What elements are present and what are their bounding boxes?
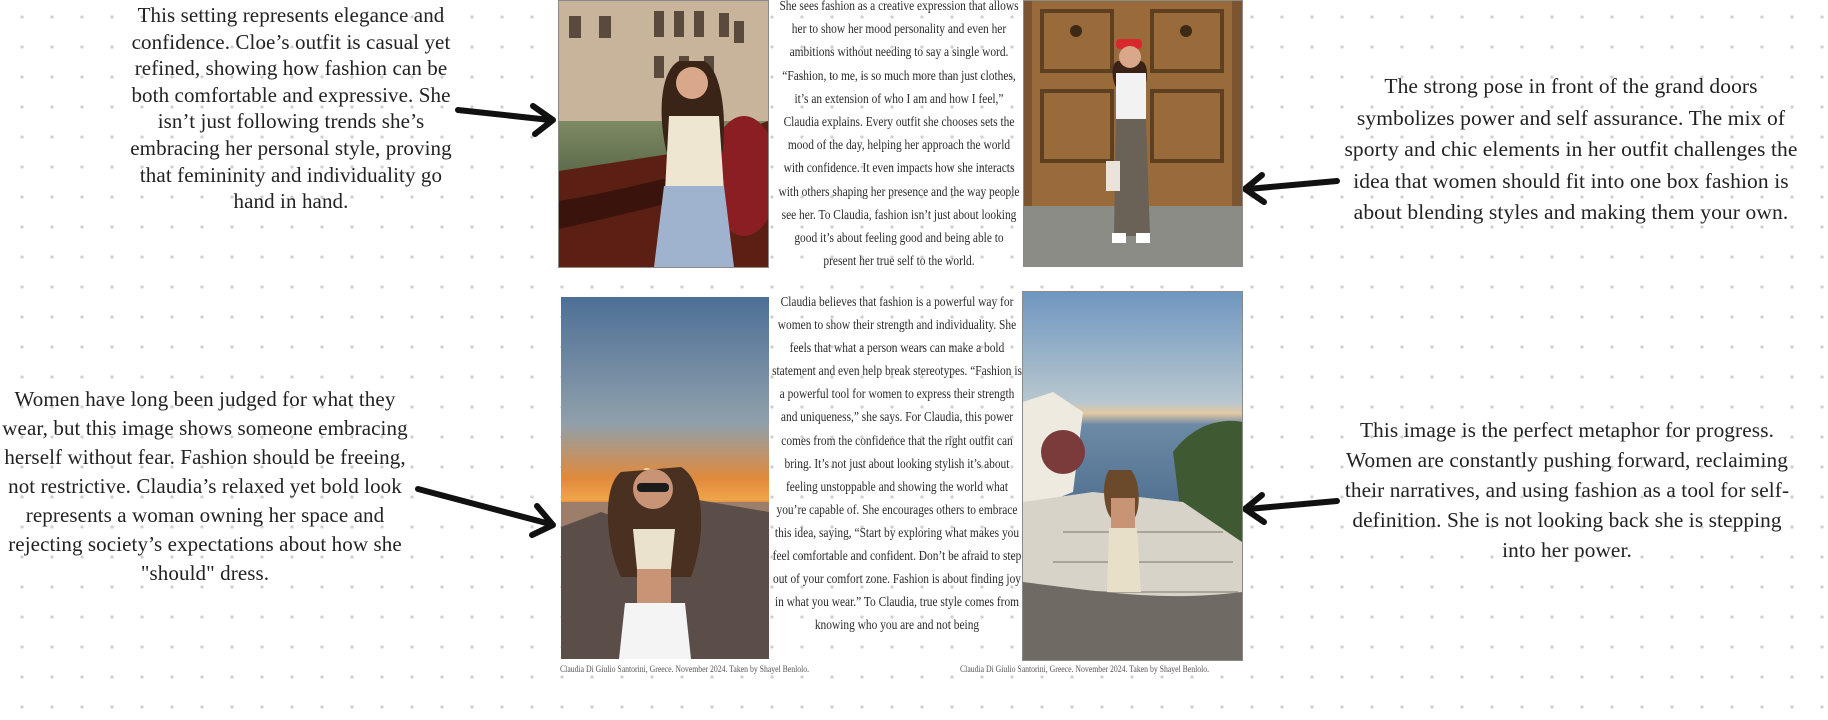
- note-elegance: This setting represents elegance and confidence. Cloe’s outfit is casual yet refined, showing how fashion can be both comfortable and expressive. She isn’t just following trends she’s embracing her personal style, proving that femininity and individuality go hand in hand.: [130, 3, 452, 214]
- photo-santorini-sunset[interactable]: [561, 297, 769, 659]
- photo-santorini-stairs[interactable]: [1022, 291, 1243, 661]
- note-power-pose: The strong pose in front of the grand doors symbolizes power and self assurance. The mix of sporty and chic elements in her outfit challenges the idea that women should fit into one box fashion is about blending styles and making them your own.: [1344, 74, 1798, 225]
- story-text-bottom: Claudia believes that fashion is a powerful way for women to show their strength and individuality. She feels that what a person wears can make a bold statement and even help break stereotypes. “Fashion is a powerful tool for women to express their strength and uniqueness,” she says. For Claudia, this power comes from the confidence that the right outfit can bring. It’s not just about looking stylish it’s about feeling unstoppable and showing the world what you’re capable of. She encourages others to embrace this idea, saying, “Start by exploring what makes you feel comfortable and confident. Don’t be afraid to step out of your comfort zone. Fashion is about finding joy in what you wear.” To Claudia, true style comes from knowing who you are and not being: [772, 294, 1022, 633]
- arrow-right-icon[interactable]: [455, 100, 565, 140]
- arrow-right-icon[interactable]: [415, 480, 565, 540]
- arrow-left-icon[interactable]: [1240, 168, 1340, 208]
- story-text-top: She sees fashion as a creative expression that allows her to show her mood personality and even her ambitions without needing to say a single word. “Fashion, to me, is so much more than just clothes, it’s an extension of who I am and how I feel,” Claudia explains. Every outfit she chooses sets the mood of the day, helping her approach the world with confidence. It even impacts how she interacts with others shaping her presence and the way people see her. To Claudia, fashion isn’t just about looking good it’s about feeling good and being able to present her true self to the world.: [778, 0, 1020, 269]
- photo-grand-door[interactable]: [1023, 0, 1243, 267]
- photo-venice-gondola[interactable]: [558, 0, 769, 268]
- note-progress: This image is the perfect metaphor for progress. Women are constantly pushing forward, reclaiming their narratives, and using fashion as a tool for self-definition. She is not looking back she is stepping into her power.: [1344, 418, 1790, 562]
- arrow-left-icon[interactable]: [1240, 488, 1340, 528]
- note-judged: Women have long been judged for what they wear, but this image shows someone embracing herself without fear. Fashion should be freeing, not restrictive. Claudia’s relaxed yet bold look represents a woman owning her space and rejecting society’s expectations about how she "should" dress.: [2, 387, 408, 585]
- photo-caption-left: Claudia Di Giulio Santorini, Greece. November 2024. Taken by Shayel Benlolo.: [560, 664, 810, 674]
- photo-caption-right: Claudia Di Giulio Santorini, Greece. November 2024. Taken by Shayel Benlolo.: [960, 664, 1210, 674]
